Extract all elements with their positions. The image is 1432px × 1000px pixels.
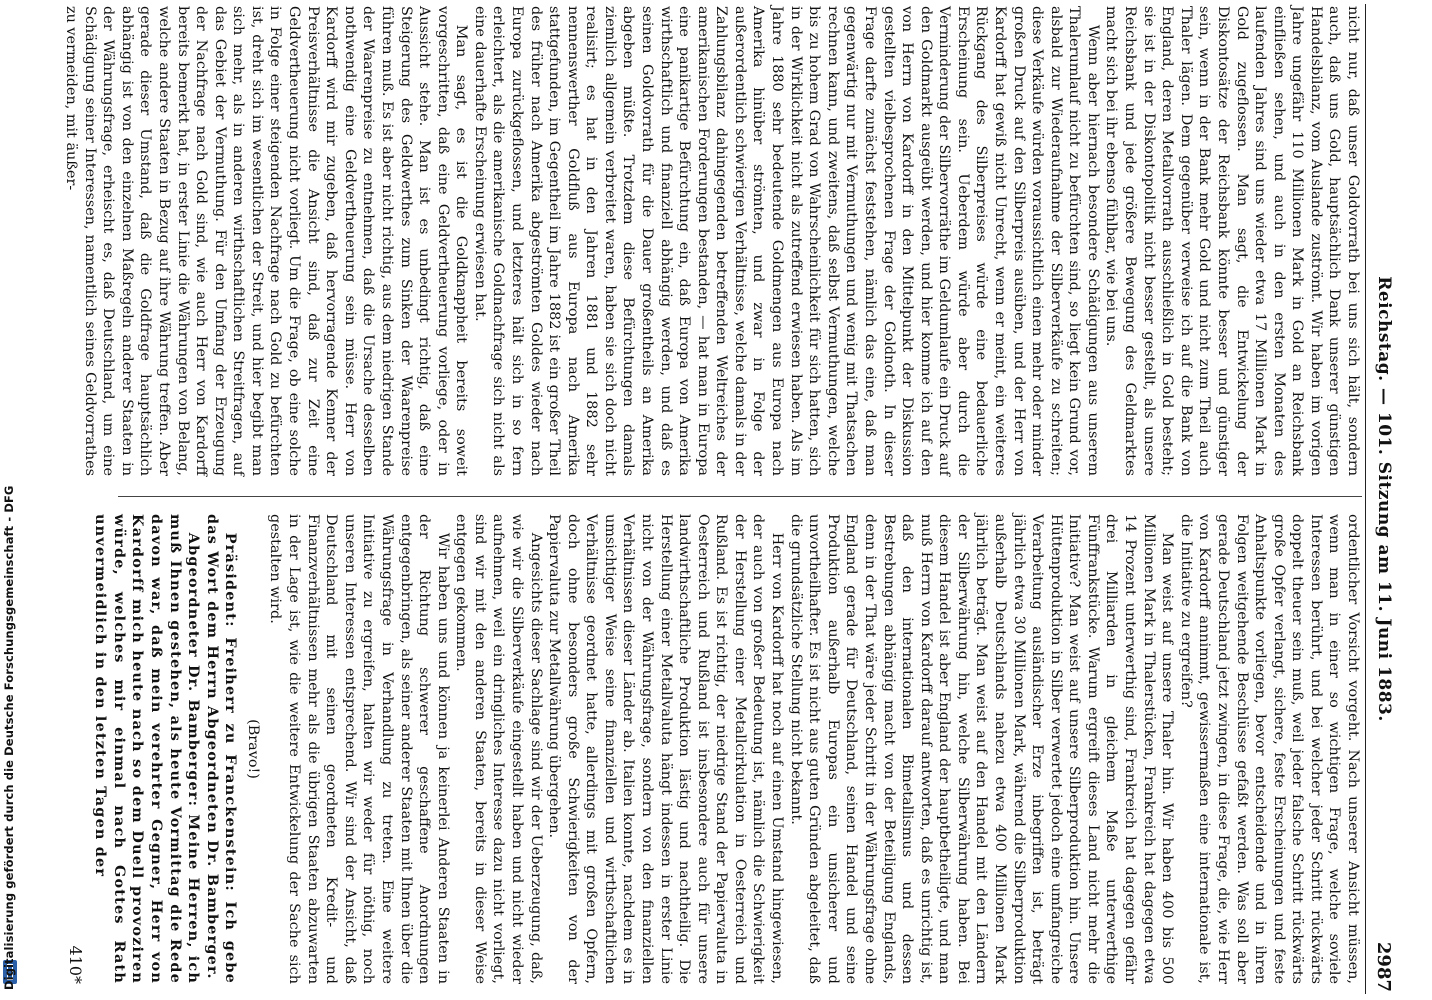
paragraph: ordentlicher Vorsicht vorgeht. Nach unserer Ansicht müssen, wenn man in einer so wichtigen Frage, welche soviele Interessen berührt, und bei welcher jeder Schritt rückwärts doppelt theuer sein muß, weil jeder falsche Schritt rückwärts große Opfer verlangt, sichere, feste Erscheinungen und feste Anhaltspunkte vorliegen, bevor entscheidende und in ihren Folgen weitgehende Beschlüsse gefaßt werden. Was soll aber gerade Deutschland jetzt zwingen, in diese Frage, die, wie Herr von Kardorff annimmt, gewissermaßen eine internationale ist, die Initiative zu ergreifen? — [1177, 514, 1361, 984]
paragraph: Wir haben uns und können ja keinerlei Anderen Staaten in der Richtung schwerer geschaffene Anordnungen entgegenbringen, als seiner anderer Staaten mit Ihnen über die Währungsfrage in Verhandlung zu treten. Eine weitere Initiative zu ergreifen, halten wir weder für nöthig, noch unseren Interessen entsprechend. Wir sind der Ansicht, daß Deutschland mit seinen geordneten Kredit- und Finanzverhältnissen mehr als die übrigen Staaten abzuwarten in der Lage ist, wie die weitere Entwickelung der Sache sich gestalten wird. — [267, 514, 451, 984]
paragraph: Man sagt, es ist die Goldknappheit bereits soweit vorgeschritten, daß eine Geldvertheuerung vorliege, oder in Aussicht stehe. Man ist es unbedingt richtig, daß eine Steigerung des Geldwerthes zum Sinken der Waarenpreise führen muß. Es ist aber nicht richtig, aus dem niedrigen Stande der Waarenpreise zu entnehmen, daß die Ursache desselben nothwendig eine Geldvertheuerung sein müsse. Herr von Kardorff wird mir zugeben, daß hervorragende Kenner der Preisverhältnisse die Ansicht sind, daß zur Zeit eine Geldvertheuerung nicht vorliegt. Um die Frage, ob eine solche in Folge einer steigenden Nachfrage nach Gold zu befürchten ist, dreht sich im wesentlichen der Streit, und hier begibt man sich mehr, als in anderen wirthschaftlichen Streitfragen, auf das Gebiet der Vermuthung. Für den Umfang der Erzeugung der Nachfrage nach Gold sind, wie auch Herr von Kardorff bereits bemerkt hat, in erster Linie die Währungen von Belang, welche andere Staaten in Bezug auf ihre Währung treffen. Aber gerade dieser Umstand, daß die Goldfrage hauptsächlich abhängig ist von den einzelnen Maßregeln anderer Staaten in der Währungsfrage, erheischt es, daß Deutschland, um eine Schädigung seiner Interessen, namentlich seines Geldvorrathes zu vermeiden, mit äußer- — [63, 6, 470, 476]
paragraph: Man weist auf unsere Thaler hin. Wir haben 400 bis 500 Millionen Mark in Thalerstücken, Frankreich hat dagegen etwa 14 Prozent unterwerthig sind, Frankreich hat dagegen gefähr drei Milliarden in gleichem Maße unterwerthige Fünffrankstücke. Warum ergreift dieses Land nicht mehr die Initiative? Man weist auf unsere Silberproduktion hin. Unsere Hüttenproduktion in Silber verwertet jedoch eine umfangreiche Verarbeitung ausländischer Erze inbegriffen ist, beträgt jährlich etwa 30 Millionen Mark, während die Silberproduktion außerhalb Deutschlands nahezu etwa 400 Millionen Mark jährlich beträgt. Man weist auf den Handel mit den Ländern der Silberwährung hin, welche Silberwährung haben. Bei diesem Handel ist aber England der hauptbetheiligte, und man muß Herrn von Kardorff darauf antworten, daß es unrichtig ist, daß den internationalen Bimetallismus und dessen Bestrebungen abhängig macht von der Beteiligung Englands, denn in der That wäre jeder Schritt in der Währungsfrage ohne England gerade für Deutschland, seinen Handel und seine Produktion außerhalb Europas ein unsicherer und unvortheilhafter. Es ist nicht aus guten Gründen abgeleitet, daß die grundsätzliche Stellung nicht bekannt. — [787, 514, 1176, 984]
paragraph: Herr von Kardorff hat noch auf einen Umstand hingewiesen, der auch von großer Bedeutung ist, nämlich die Schwierigkeit der Herstellung einer Metallcirkulation in Oesterreich und Rußland. Es ist richtig, der niedrige Stand der Papiervaluta in Oesterreich und Rußland ist insbesondere auch für unsere landwirthschaftliche Produktion lästig und nachtheilig. Die Herstellung einer Metallvaluta hängt indessen in erster Linie nicht von der Währungsfrage, sondern von den finanziellen Verhältnissen dieser Länder ab. Italien konnte, nachdem es in umsichtiger Weise seine finanziellen und wirthschaftlichen Verhältnisse geordnet hatte, allerdings mit großen Opfern, doch ohne besonders große Schwierigkeiten von der Papiervaluta zur Metallwährung übergehen. — [546, 514, 786, 984]
text-column-right — [65, 514, 1362, 984]
header-title: Reichstag. — 101. Sitzung am 11. Juni 1883. — [1374, 276, 1394, 722]
speaker-line: Abgeordneter Dr. Bamberger: Meine Herren, ich muß Ihnen gestehen, als heute Vormittag die Rede davon war, daß mein verehrter Gegner, Herr von Kardorff mich heute nach so dem Duell provoziren würde, welches mir einmal nach Gottes Rath unvermeidlich in den letzten Tagen der — [92, 514, 203, 984]
paragraph: Wenn aber hiernach besondere Schädigungen aus unserem Thalerumlauf nicht zu befürchten sind, so liegt kein Grund vor, alsbald zur Wiederaufnahme der Silberverkäufe zu schreiten; diese Verkäufe würden voraussichtlich einen mehr oder minder großen Druck auf den Silberpreis ausüben, und der Herr von Kardorff hat gewiß nicht Unrecht, wenn er meint, ein weiteres Rückgang des Silberpreises würde eine bedauerliche Erscheinung sein. Ueberdem würde aber durch die Verminderung der Silbervorräthe im Geldumlaufe ein Druck auf den Goldmarkt ausgeübt werden, und hier komme ich auf den von Herrn von Kardorff in den Mittelpunkt der Diskussion gestellten vielbesprochenen Frage der Goldnoth. In dieser Frage darfte zunächst feststehen, nämlich das eine, daß man gegenwärtig nur mit Vermuthungen und wenig mit Thatsachen rechnen kann, und zweitens, daß selbst Vermuthungen, welche bis zu hohem Grad von Wahrscheinlichkeit für sich hatten, sich in der Wirklichkeit nicht als zutreffend erwiesen haben. Als im Jahre 1880 sehr bedeutende Goldmengen aus Europa nach Amerika hinüber strömten, und zwar in Folge der außerordentlich schwierigen Verhältnisse, welche damals in der Zahlungsbilanz dahingegenden betreffenden Weltreiches der amerikanischen Forderungen bestanden, — hat man in Europa eine panikartige Befürchtung ein, daß Europa von Amerika wirthschaftlich und finanziell abhängig werden, und daß es seinen Goldvorrath für die Dauer großentheils an Amerika abgeben müßte. Trotzdem diese Befürchtungen damals ziemlich allgemein verbreitet waren, haben sie sich doch nicht realisirt; es hat in den Jahren 1881 und 1882 sehr nennenswerther Goldfluß aus Europa nach Amerika stattgefunden, im Gegentheil im Jahre 1882 ist ein großer Theil des früher nach Amerika abgeströmten Goldes wieder nach Europa zurückgeflossen, und letzteres hält sich in so fern erleichtert, als die amerikanische Goldnachfrage sich nicht als eine dauerhafte Erscheinung erwiesen hat. — [471, 6, 1101, 476]
paragraph: nicht nur, daß unser Goldvorrath bei uns sich hält, sondern auch, daß uns Gold, hauptsächlich Dank unserer günstigen Handelsbilanz, vom Auslande zuströmt. Wir haben im vorigen Jahre ungefähr 110 Millionen Mark in Gold an Reichsbank einfließen sehen, und auch in den ersten Monaten des laufenden Jahres sind uns wieder etwa 17 Millionen Mark in Gold zugeflossen. Man sagt, die Entwickelung der Diskontosätze der Reichsbank könnte besser und günstiger sein, wenn in der Bank mehr Gold und nicht zum Theil auch Thaler lägen. Dem gegenüber verweise ich auf die Bank von England, deren Metallvorrath ausschließlich in Gold besteht; sie ist in der Diskontopolitik nicht besser gestellt, als unsere Reichsbank und jede größere Bewegung des Geldmarktes macht sich bei ihr ebenso fühlbar, wie bei uns. — [1103, 6, 1361, 476]
digitization-credit-text: Digitalisierung gefördert durch die Deutsche Forschungsgemeinschaft - DFG — [2, 485, 16, 990]
rotated-document-scan — [63, 4, 1396, 994]
text-column-left — [63, 6, 1362, 476]
page-number: 2987 — [1373, 941, 1394, 992]
page-header — [1365, 4, 1396, 994]
document-page-rotated — [63, 4, 1396, 994]
applause-note: (Bravo!) — [244, 719, 261, 779]
page-signature: 410* — [65, 945, 85, 984]
digitization-credit-strip — [0, 0, 22, 1000]
column-divider — [118, 496, 1362, 497]
paragraph: Angesichts dieser Sachlage sind wir der Ueberzeugung, daß, wie wir die Silberverkäufe eingestellt haben und nicht wieder aufnehmen, weil ein dringliches Interesse dazu nicht vorliegt, sind wir mit den anderen Staaten, bereits in dieser Weise entgegen gekommen. — [453, 514, 544, 984]
president-line: Präsident: Freiherr zu Franckenstein: Ich gebe das Wort dem Herrn Abgeordneten Dr. Bamberger. — [203, 514, 240, 984]
